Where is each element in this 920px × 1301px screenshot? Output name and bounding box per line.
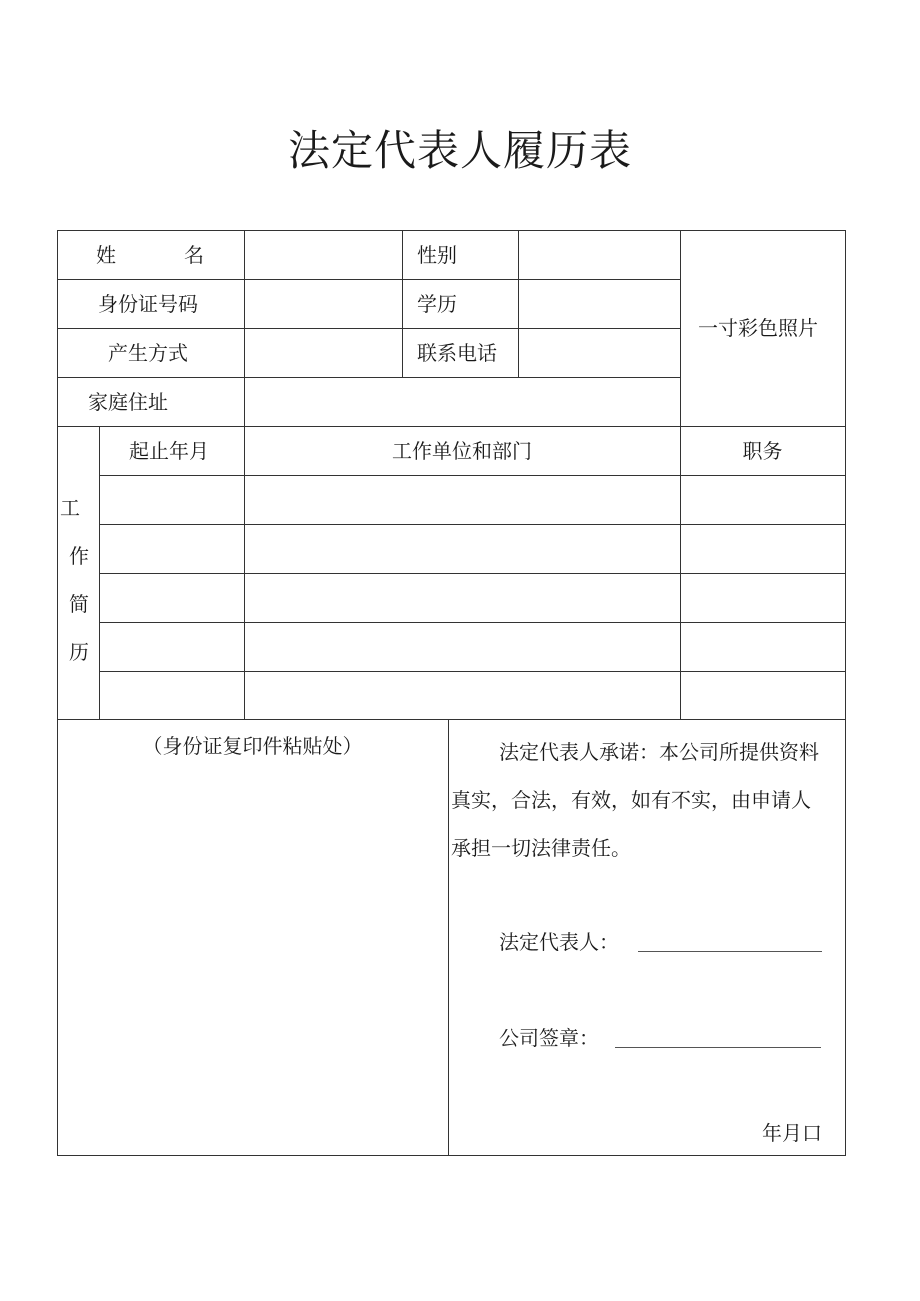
period-header: 起止年月 bbox=[129, 439, 209, 463]
position-cell[interactable] bbox=[682, 526, 844, 572]
selection-method-field[interactable] bbox=[246, 330, 401, 376]
period-cell[interactable] bbox=[101, 526, 243, 572]
employer-header: 工作单位和部门 bbox=[392, 439, 532, 463]
table-line bbox=[57, 377, 681, 378]
table-line bbox=[402, 230, 403, 377]
table-line bbox=[57, 279, 681, 280]
table-line bbox=[244, 230, 245, 719]
table-line bbox=[518, 230, 519, 377]
work-history-label-char: 工 bbox=[60, 496, 80, 520]
period-cell[interactable] bbox=[101, 575, 243, 621]
company-seal-label: 公司签章： bbox=[499, 1026, 599, 1050]
name-label: 姓 名 bbox=[96, 243, 204, 267]
position-cell[interactable] bbox=[682, 673, 844, 718]
selection-method-label: 产生方式 bbox=[108, 341, 188, 365]
position-header: 职务 bbox=[742, 439, 783, 463]
photo-placeholder-label: 一寸彩色照片 bbox=[698, 316, 818, 340]
table-line bbox=[99, 573, 846, 574]
work-history-label-char: 作 bbox=[69, 544, 89, 568]
table-line bbox=[680, 230, 681, 719]
table-border-left bbox=[57, 230, 58, 1156]
education-field[interactable] bbox=[520, 281, 679, 327]
position-cell[interactable] bbox=[682, 624, 844, 670]
position-cell[interactable] bbox=[682, 477, 844, 523]
table-border-top bbox=[57, 230, 846, 231]
table-line bbox=[99, 475, 846, 476]
address-label: 家庭住址 bbox=[88, 390, 168, 414]
id-number-label: 身份证号码 bbox=[98, 292, 198, 316]
employer-cell[interactable] bbox=[246, 526, 679, 572]
gender-field[interactable] bbox=[520, 232, 679, 278]
pledge-text-line: 真实，合法，有效，如有不实，由申请人 bbox=[451, 788, 811, 812]
page-title: 法定代表人履历表 bbox=[287, 126, 632, 175]
table-line bbox=[99, 671, 846, 672]
id-copy-paste-area[interactable] bbox=[59, 765, 447, 1153]
table-border-right bbox=[845, 230, 846, 1156]
phone-field[interactable] bbox=[520, 330, 679, 376]
date-label: 年月口 bbox=[762, 1121, 822, 1145]
phone-label: 联系电话 bbox=[417, 341, 497, 365]
photo-area[interactable] bbox=[682, 232, 844, 425]
work-history-label-char: 历 bbox=[69, 640, 89, 664]
table-line bbox=[99, 622, 846, 623]
address-field[interactable] bbox=[246, 379, 679, 425]
employer-cell[interactable] bbox=[246, 477, 679, 523]
period-cell[interactable] bbox=[101, 673, 243, 718]
period-cell[interactable] bbox=[101, 477, 243, 523]
table-line bbox=[99, 426, 100, 719]
id-number-field[interactable] bbox=[246, 281, 401, 327]
employer-cell[interactable] bbox=[246, 624, 679, 670]
employer-cell[interactable] bbox=[246, 575, 679, 621]
table-line bbox=[57, 426, 846, 427]
table-line bbox=[448, 719, 449, 1155]
education-label: 学历 bbox=[417, 292, 457, 316]
name-field[interactable] bbox=[246, 232, 401, 278]
period-cell[interactable] bbox=[101, 624, 243, 670]
work-history-label-char: 简 bbox=[69, 592, 89, 616]
table-border-bottom bbox=[57, 1155, 846, 1156]
id-copy-paste-label: （身份证复印件粘贴处） bbox=[142, 734, 363, 758]
company-seal-line[interactable] bbox=[615, 1047, 821, 1048]
table-line bbox=[99, 524, 846, 525]
legal-rep-signature-label: 法定代表人： bbox=[499, 930, 619, 954]
pledge-text-line: 法定代表人承诺：本公司所提供资料 bbox=[499, 740, 819, 764]
legal-rep-signature-line[interactable] bbox=[638, 951, 822, 952]
table-line bbox=[57, 719, 846, 720]
pledge-text-line: 承担一切法律责任。 bbox=[451, 836, 631, 860]
employer-cell[interactable] bbox=[246, 673, 679, 718]
position-cell[interactable] bbox=[682, 575, 844, 621]
table-line bbox=[57, 328, 681, 329]
gender-label: 性别 bbox=[417, 243, 457, 267]
